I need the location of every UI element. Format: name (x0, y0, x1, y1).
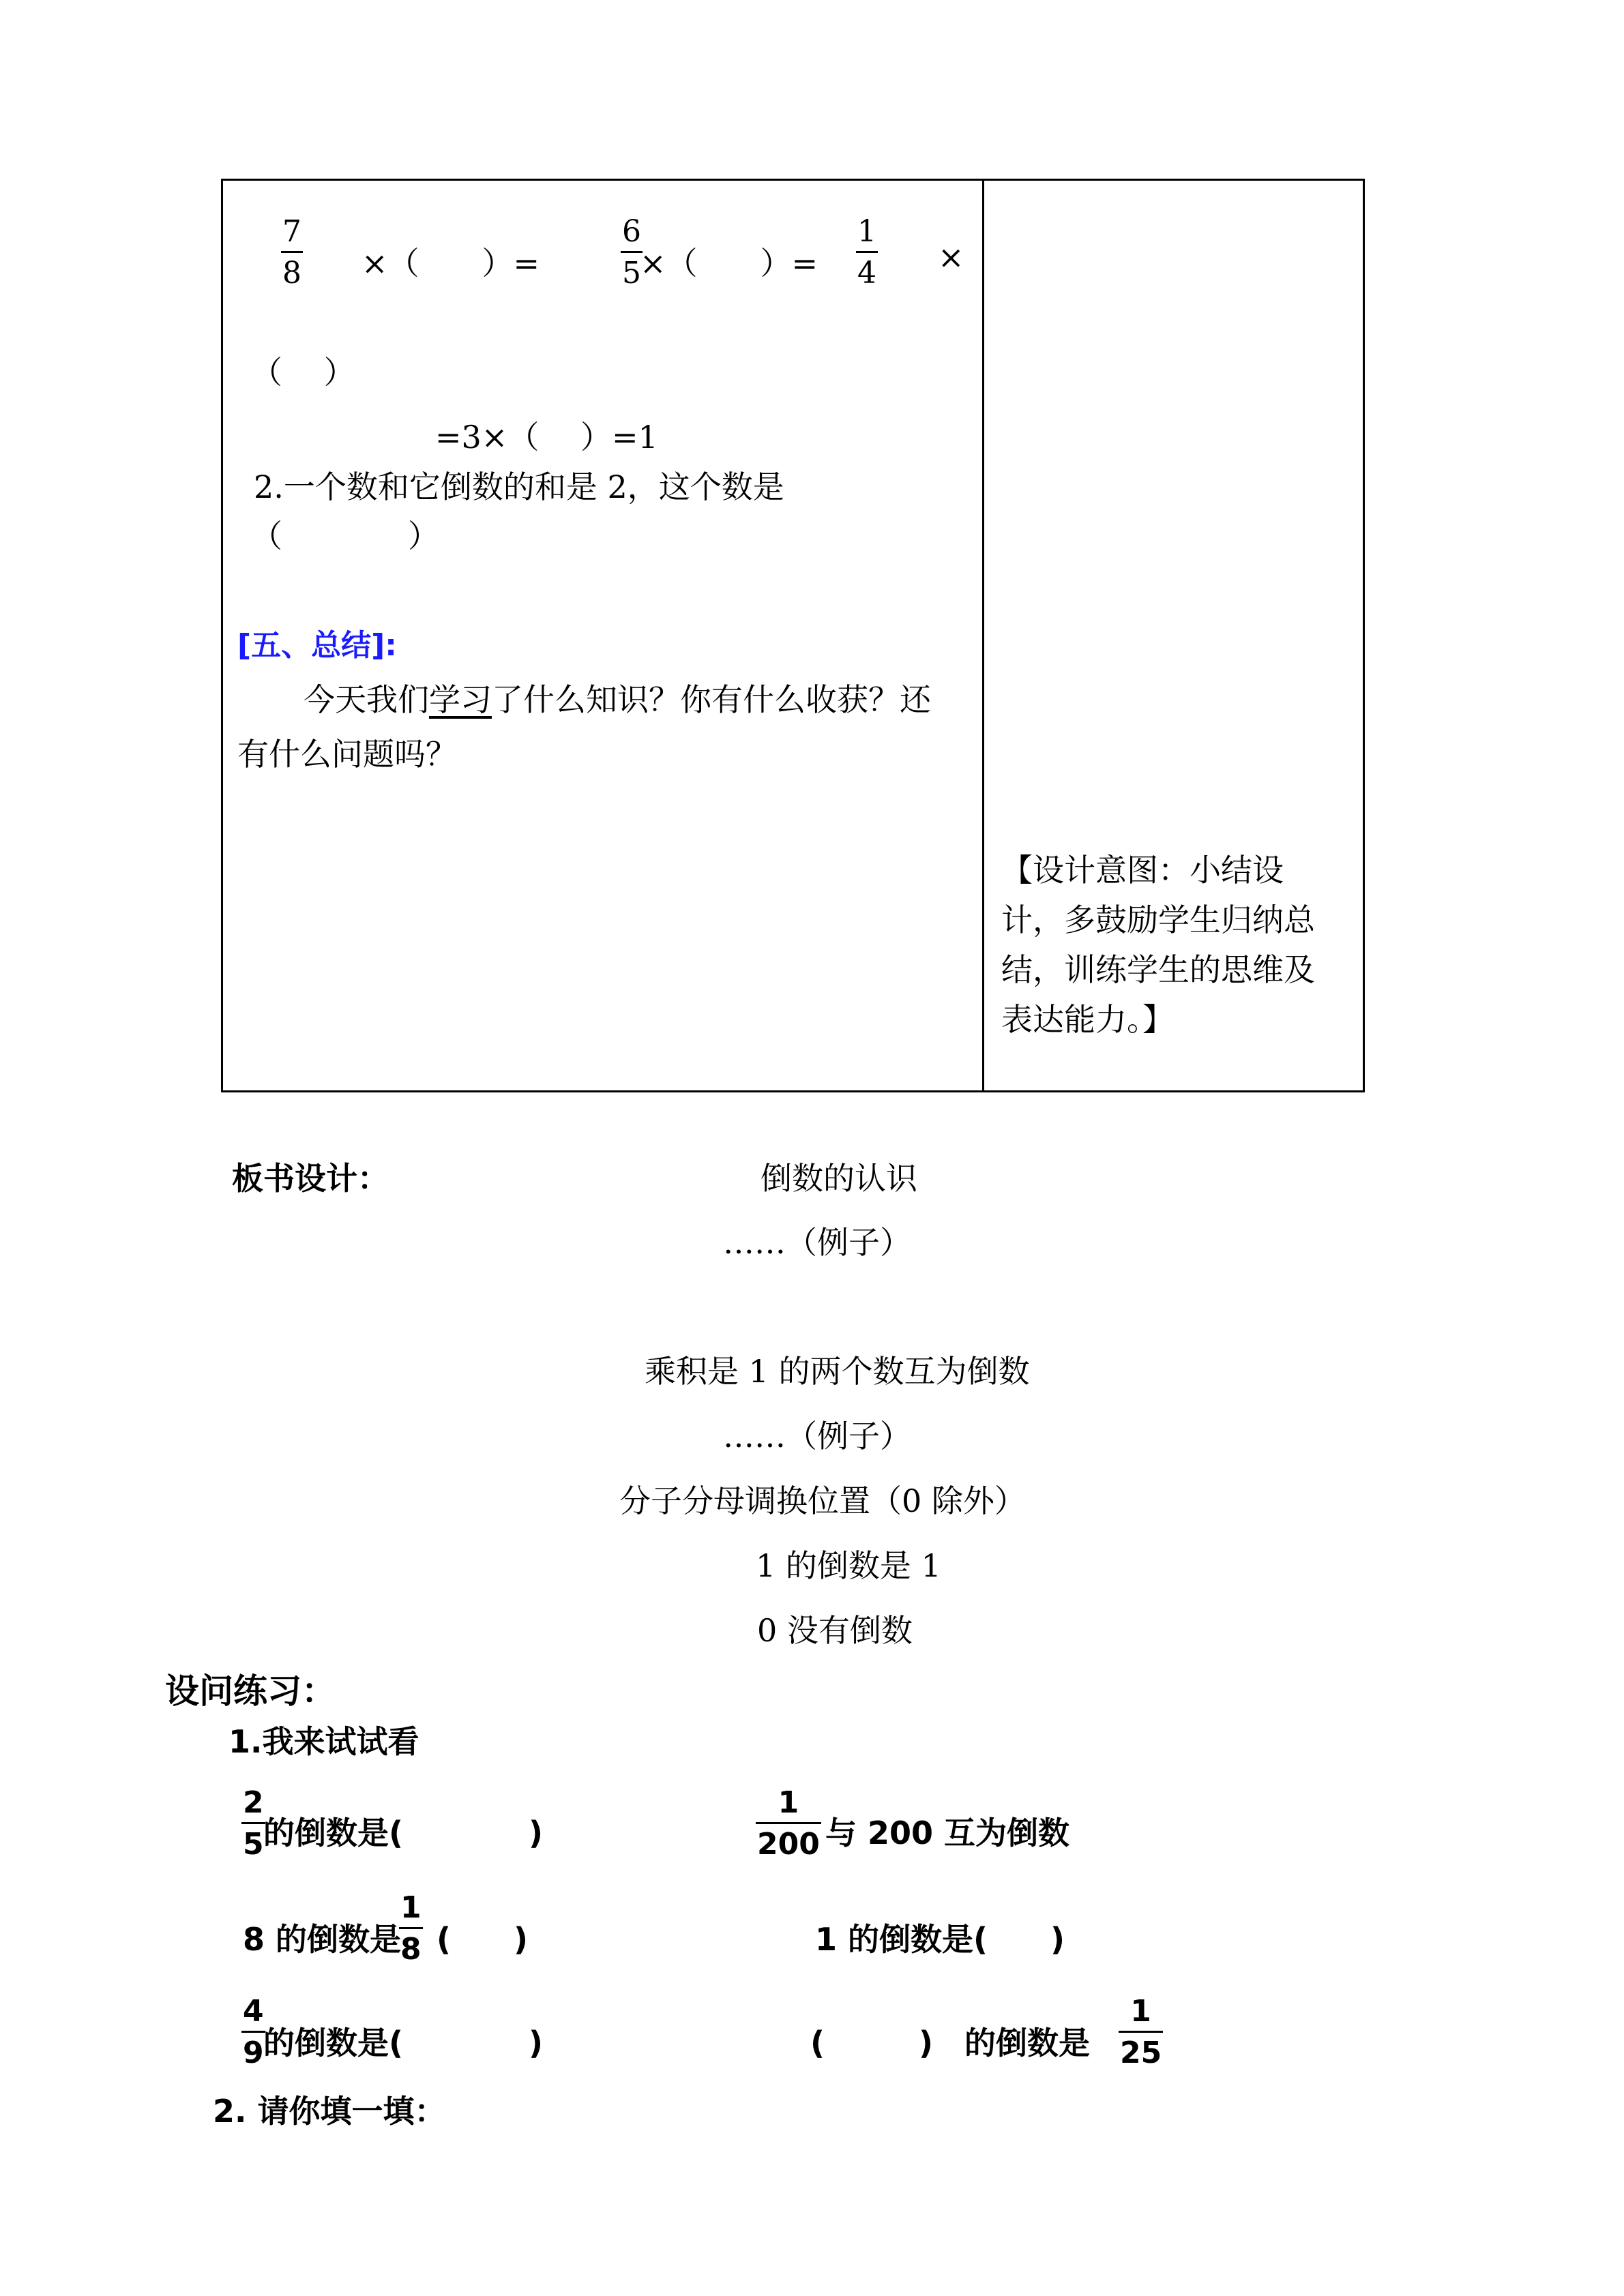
fraction-denominator: 8 (400, 1932, 422, 1967)
practice-heading: 设问练习： (165, 1671, 336, 1711)
fraction-bar (241, 2031, 265, 2033)
fraction-numerator: 1 (400, 1890, 422, 1925)
practice-subheading-1: 1.我来试试看 (228, 1723, 419, 1760)
practice-subheading-2: 2. 请你填一填： (213, 2093, 446, 2130)
practice-item-5: 的倒数是( ) (263, 2025, 544, 2061)
practice-item-4: 1 的倒数是( ) (815, 1921, 1065, 1958)
fraction-1-4 (856, 214, 878, 290)
fraction-numerator: 1 (778, 1785, 799, 1820)
table-column-divider (982, 179, 984, 1092)
fraction-numerator: 1 (857, 214, 876, 249)
board-example-1: ……（例子） (723, 1224, 911, 1261)
board-example-2: ……（例子） (723, 1418, 911, 1455)
equation-operator-2: ×（ ）= (640, 245, 818, 282)
equation-line: =3×（ ）=1 (435, 419, 658, 456)
board-design-label: 板书设计： (232, 1160, 389, 1197)
fraction-bar (241, 1822, 265, 1824)
fraction-denominator: 5 (243, 1827, 264, 1862)
fraction-bar (399, 1927, 423, 1929)
board-title: 倒数的认识 (761, 1160, 917, 1197)
design-intent-line-2: 计，多鼓励学生归纳总 (1001, 901, 1315, 938)
design-intent-line-3: 结，训练学生的思维及 (1001, 951, 1315, 988)
question-2-text: 2.一个数和它倒数的和是 2，这个数是 (254, 468, 784, 505)
fraction-4-9 (241, 1994, 265, 2070)
equation-operator-3: × (938, 239, 964, 275)
design-intent-line-1: 【设计意图：小结设 (1001, 852, 1284, 889)
summary-text-post: 了什么知识？你有什么收获？还 (492, 681, 931, 718)
fraction-1-8 (399, 1890, 423, 1967)
fraction-numerator: 1 (1130, 1994, 1151, 2029)
practice-item-1: 的倒数是( ) (263, 1815, 544, 1851)
fraction-2-5 (241, 1785, 265, 1862)
fraction-denominator: 4 (857, 256, 876, 290)
fraction-denominator: 5 (622, 256, 641, 290)
practice-item-3-post: ( ) (437, 1921, 529, 1958)
practice-item-6-pre: ( ) 的倒数是 (810, 2025, 1091, 2061)
fraction-1-25 (1119, 1994, 1163, 2070)
fraction-numerator: 2 (243, 1785, 264, 1820)
fraction-denominator: 25 (1120, 2036, 1162, 2070)
summary-text-pre: 今天我们 (304, 681, 429, 718)
fraction-1-200 (756, 1785, 821, 1862)
fraction-bar (756, 1822, 821, 1824)
summary-question-line-1 (304, 675, 931, 720)
fraction-denominator: 200 (757, 1827, 820, 1862)
fraction-bar (856, 251, 878, 253)
blank-parentheses: （ ） (251, 354, 355, 391)
fraction-bar (1119, 2031, 1163, 2033)
design-intent-line-4: 表达能力。】 (1001, 1001, 1174, 1038)
summary-question-line-2: 有什么问题吗？ (237, 736, 457, 773)
summary-title: [五、总结]: (237, 628, 397, 663)
fraction-numerator: 7 (282, 214, 301, 249)
board-definition: 乘积是 1 的两个数互为倒数 (645, 1353, 1030, 1390)
practice-item-2: 与 200 互为倒数 (825, 1815, 1070, 1851)
fraction-denominator: 8 (282, 256, 301, 290)
board-method: 分子分母调换位置（0 除外） (619, 1482, 1026, 1519)
fraction-bar (281, 251, 303, 253)
board-one-reciprocal: 1 的倒数是 1 (756, 1547, 941, 1584)
question-2-blank: （ ） (251, 518, 439, 554)
equation-operator-1: ×（ ）= (361, 245, 540, 282)
fraction-7-8 (281, 214, 303, 290)
board-zero-reciprocal: 0 没有倒数 (757, 1612, 913, 1649)
summary-text-underlined: 学习 (429, 681, 492, 718)
practice-item-3-pre: 8 的倒数是 (243, 1921, 402, 1958)
fraction-denominator: 9 (243, 2036, 264, 2070)
fraction-numerator: 6 (622, 214, 641, 249)
fraction-numerator: 4 (243, 1994, 264, 2029)
